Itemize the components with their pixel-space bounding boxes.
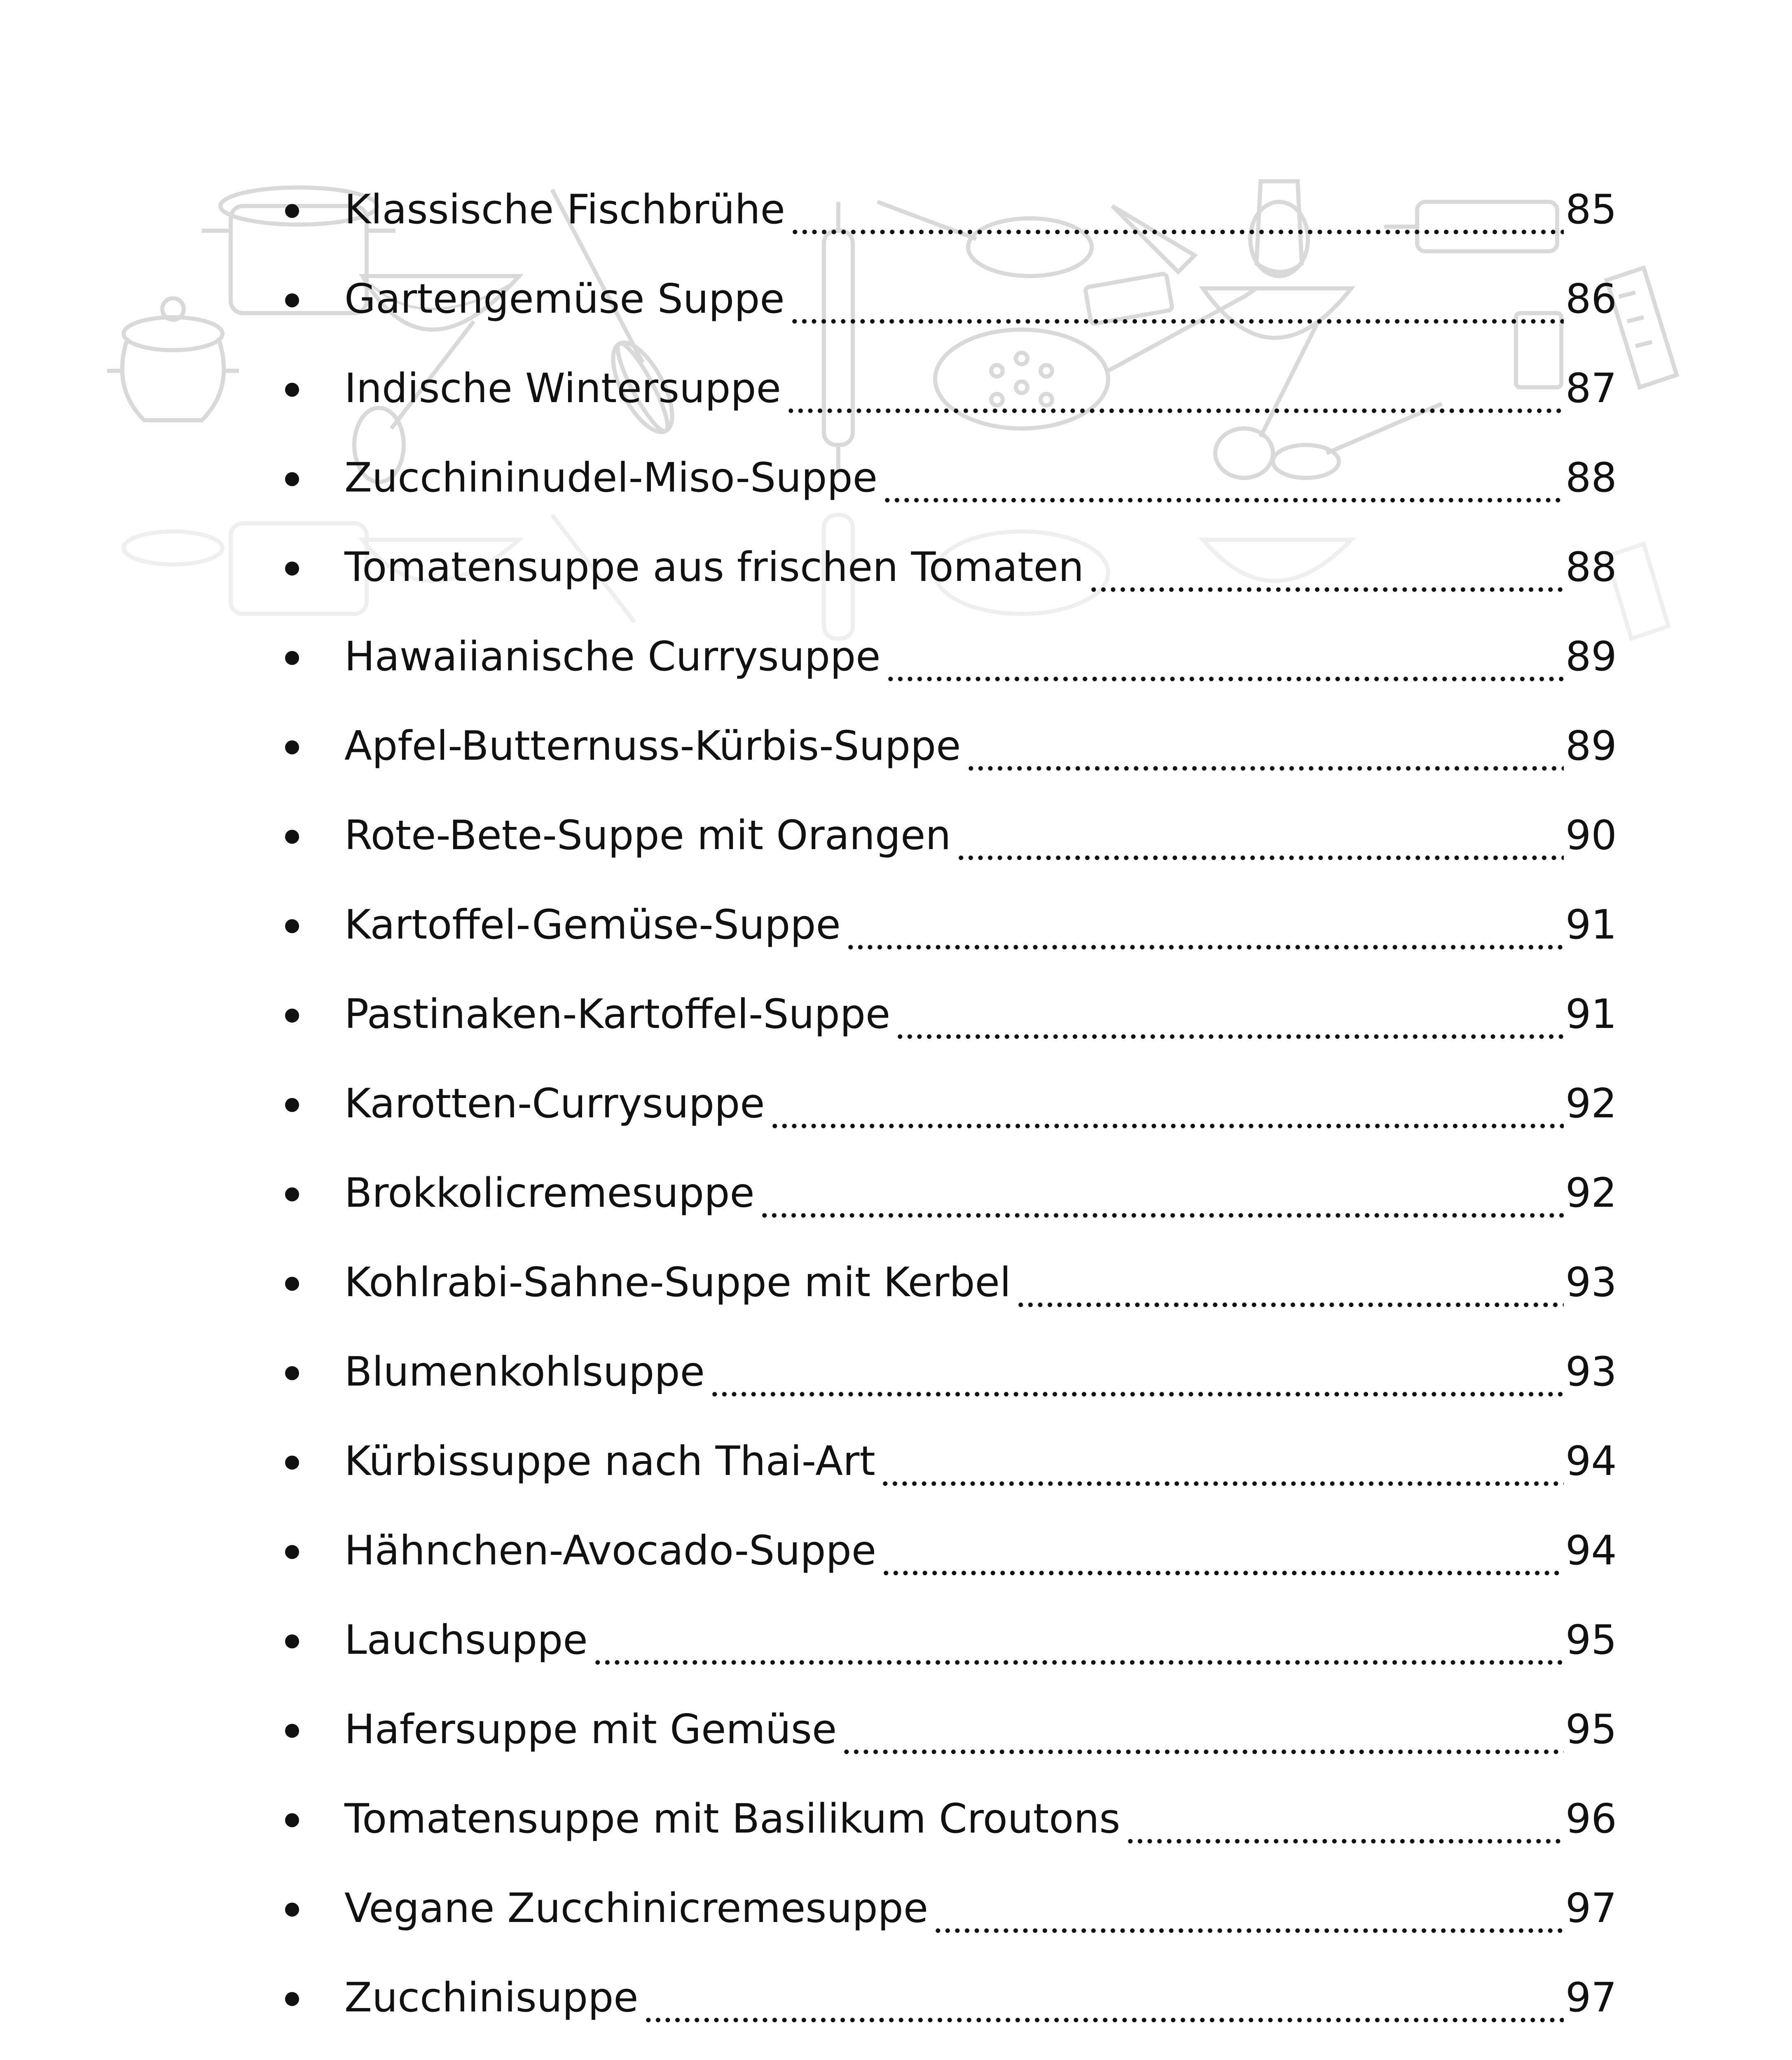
bullet-icon — [285, 1009, 299, 1023]
toc-entry-title: Gartengemüse Suppe — [344, 275, 785, 323]
toc-entry[interactable] — [264, 2042, 1615, 2060]
dot-leader — [760, 1179, 1564, 1220]
toc-entry[interactable] — [264, 344, 1615, 433]
toc-entry[interactable] — [264, 880, 1615, 969]
dot-leader — [786, 374, 1564, 415]
toc-entry-title: Tomatensuppe mit Basilikum Croutons — [344, 1795, 1121, 1842]
toc-entry[interactable] — [264, 1595, 1615, 1685]
toc-entry-title: Kohlrabi-Sahne-Suppe mit Kerbel — [344, 1259, 1011, 1306]
toc-entry-title: Vegane Zucchinicremesuppe — [344, 1884, 929, 1932]
toc-entry-title: Klassische Fischbrühe — [344, 186, 785, 233]
toc-entry[interactable] — [264, 1059, 1615, 1148]
bullet-icon — [285, 1634, 299, 1648]
dot-leader — [1089, 553, 1564, 594]
dot-leader — [842, 1715, 1564, 1756]
bullet-icon — [285, 1098, 299, 1112]
toc-entry-title: Hähnchen-Avocado-Suppe — [344, 1527, 877, 1574]
toc-entry[interactable] — [264, 433, 1615, 522]
dot-leader — [886, 642, 1564, 684]
bullet-icon — [285, 651, 299, 665]
bullet-icon — [285, 1724, 299, 1738]
dot-leader — [790, 195, 1564, 236]
toc-entry-page-number: 93 — [1565, 1348, 1617, 1395]
toc-entry[interactable] — [264, 612, 1615, 701]
toc-entry-page-number: 95 — [1565, 1616, 1617, 1664]
toc-entry-title: Kürbissuppe nach Thai-Art — [344, 1437, 875, 1485]
dot-leader — [956, 821, 1564, 862]
dot-leader — [895, 1000, 1564, 1041]
toc-entry-page-number: 94 — [1565, 1437, 1617, 1485]
bullet-icon — [285, 562, 299, 576]
table-of-contents — [264, 165, 1615, 2060]
bullet-icon — [285, 1545, 299, 1559]
toc-entry[interactable] — [264, 1685, 1615, 1774]
dot-leader — [880, 1447, 1564, 1488]
toc-entry-page-number: 89 — [1565, 633, 1617, 680]
toc-entry[interactable] — [264, 701, 1615, 791]
toc-entry-page-number: 92 — [1565, 1080, 1617, 1127]
dot-leader — [593, 1626, 1564, 1667]
dot-leader — [643, 1983, 1564, 2025]
toc-entry-page-number: 89 — [1565, 722, 1617, 770]
toc-entry-page-number: 92 — [1565, 1169, 1617, 1217]
bullet-icon — [285, 293, 299, 307]
toc-entry-title: Brokkolicremesuppe — [344, 1169, 755, 1217]
toc-entry[interactable] — [264, 1953, 1615, 2042]
bullet-icon — [285, 1187, 299, 1201]
toc-entry[interactable] — [264, 1148, 1615, 1238]
bullet-icon — [285, 830, 299, 844]
toc-entry-page-number: 95 — [1565, 1706, 1617, 1753]
bullet-icon — [285, 919, 299, 933]
toc-entry-page-number: 91 — [1565, 901, 1617, 948]
toc-entry-title: Hawaiianische Currysuppe — [344, 633, 881, 680]
toc-entry[interactable] — [264, 1238, 1615, 1327]
dot-leader — [966, 732, 1564, 773]
dot-leader — [1016, 1268, 1564, 1309]
toc-entry-page-number: 87 — [1565, 365, 1617, 412]
bullet-icon — [285, 1277, 299, 1291]
toc-entry-page-number: 94 — [1565, 1527, 1617, 1574]
toc-entry-title: Tomatensuppe aus frischen Tomaten — [344, 543, 1084, 591]
bullet-icon — [285, 1903, 299, 1917]
dot-leader — [933, 1894, 1564, 1935]
dot-leader — [770, 1089, 1564, 1131]
bullet-icon — [285, 204, 299, 218]
bullet-icon — [285, 1456, 299, 1470]
bullet-icon — [285, 1366, 299, 1380]
toc-entry[interactable] — [264, 254, 1615, 344]
dot-leader — [710, 1358, 1564, 1399]
dot-leader — [846, 911, 1564, 952]
toc-entry-page-number: 85 — [1565, 186, 1617, 233]
toc-entry-title: Indische Wintersuppe — [344, 365, 781, 412]
bullet-icon — [285, 1813, 299, 1827]
toc-entry-page-number: 97 — [1565, 1974, 1617, 2021]
toc-entry[interactable] — [264, 1774, 1615, 1863]
toc-entry-page-number: 86 — [1565, 275, 1617, 323]
dot-leader — [790, 285, 1564, 326]
toc-entry-page-number: 96 — [1565, 1795, 1617, 1842]
toc-entry-page-number: 93 — [1565, 1259, 1617, 1306]
toc-entry-title: Blumenkohlsuppe — [344, 1348, 705, 1395]
toc-entry-title: Kartoffel-Gemüse-Suppe — [344, 901, 841, 948]
toc-entry[interactable] — [264, 1416, 1615, 1506]
toc-entry[interactable] — [264, 791, 1615, 880]
bullet-icon — [285, 1992, 299, 2006]
bullet-icon — [285, 740, 299, 754]
toc-entry-page-number: 91 — [1565, 990, 1617, 1038]
toc-entry-title: Lauchsuppe — [344, 1616, 588, 1664]
toc-entry-title: Pastinaken-Kartoffel-Suppe — [344, 990, 891, 1038]
toc-entry-title: Zucchininudel-Miso-Suppe — [344, 454, 878, 501]
toc-entry-title: Rote-Bete-Suppe mit Orangen — [344, 812, 951, 859]
lidded-pot-icon — [107, 298, 239, 420]
bullet-icon — [285, 472, 299, 486]
toc-entry-title: Zucchinisuppe — [344, 1974, 639, 2021]
dot-leader — [881, 1536, 1564, 1578]
toc-entry-page-number: 90 — [1565, 812, 1617, 859]
toc-entry-title: Apfel-Butternuss-Kürbis-Suppe — [344, 722, 961, 770]
toc-entry-page-number: 88 — [1565, 454, 1617, 501]
toc-entry[interactable] — [264, 969, 1615, 1059]
toc-entry-title: Karotten-Currysuppe — [344, 1080, 765, 1127]
toc-entry[interactable] — [264, 522, 1615, 612]
toc-entry[interactable] — [264, 1863, 1615, 1953]
toc-entry[interactable] — [264, 165, 1615, 254]
toc-entry[interactable] — [264, 1327, 1615, 1416]
toc-entry-title: Hafersuppe mit Gemüse — [344, 1706, 837, 1753]
toc-entry[interactable] — [264, 1506, 1615, 1595]
toc-entry-page-number: 97 — [1565, 1884, 1617, 1932]
dot-leader — [1125, 1805, 1564, 1846]
toc-entry-page-number: 88 — [1565, 543, 1617, 591]
bullet-icon — [285, 383, 299, 397]
dot-leader — [882, 464, 1564, 505]
